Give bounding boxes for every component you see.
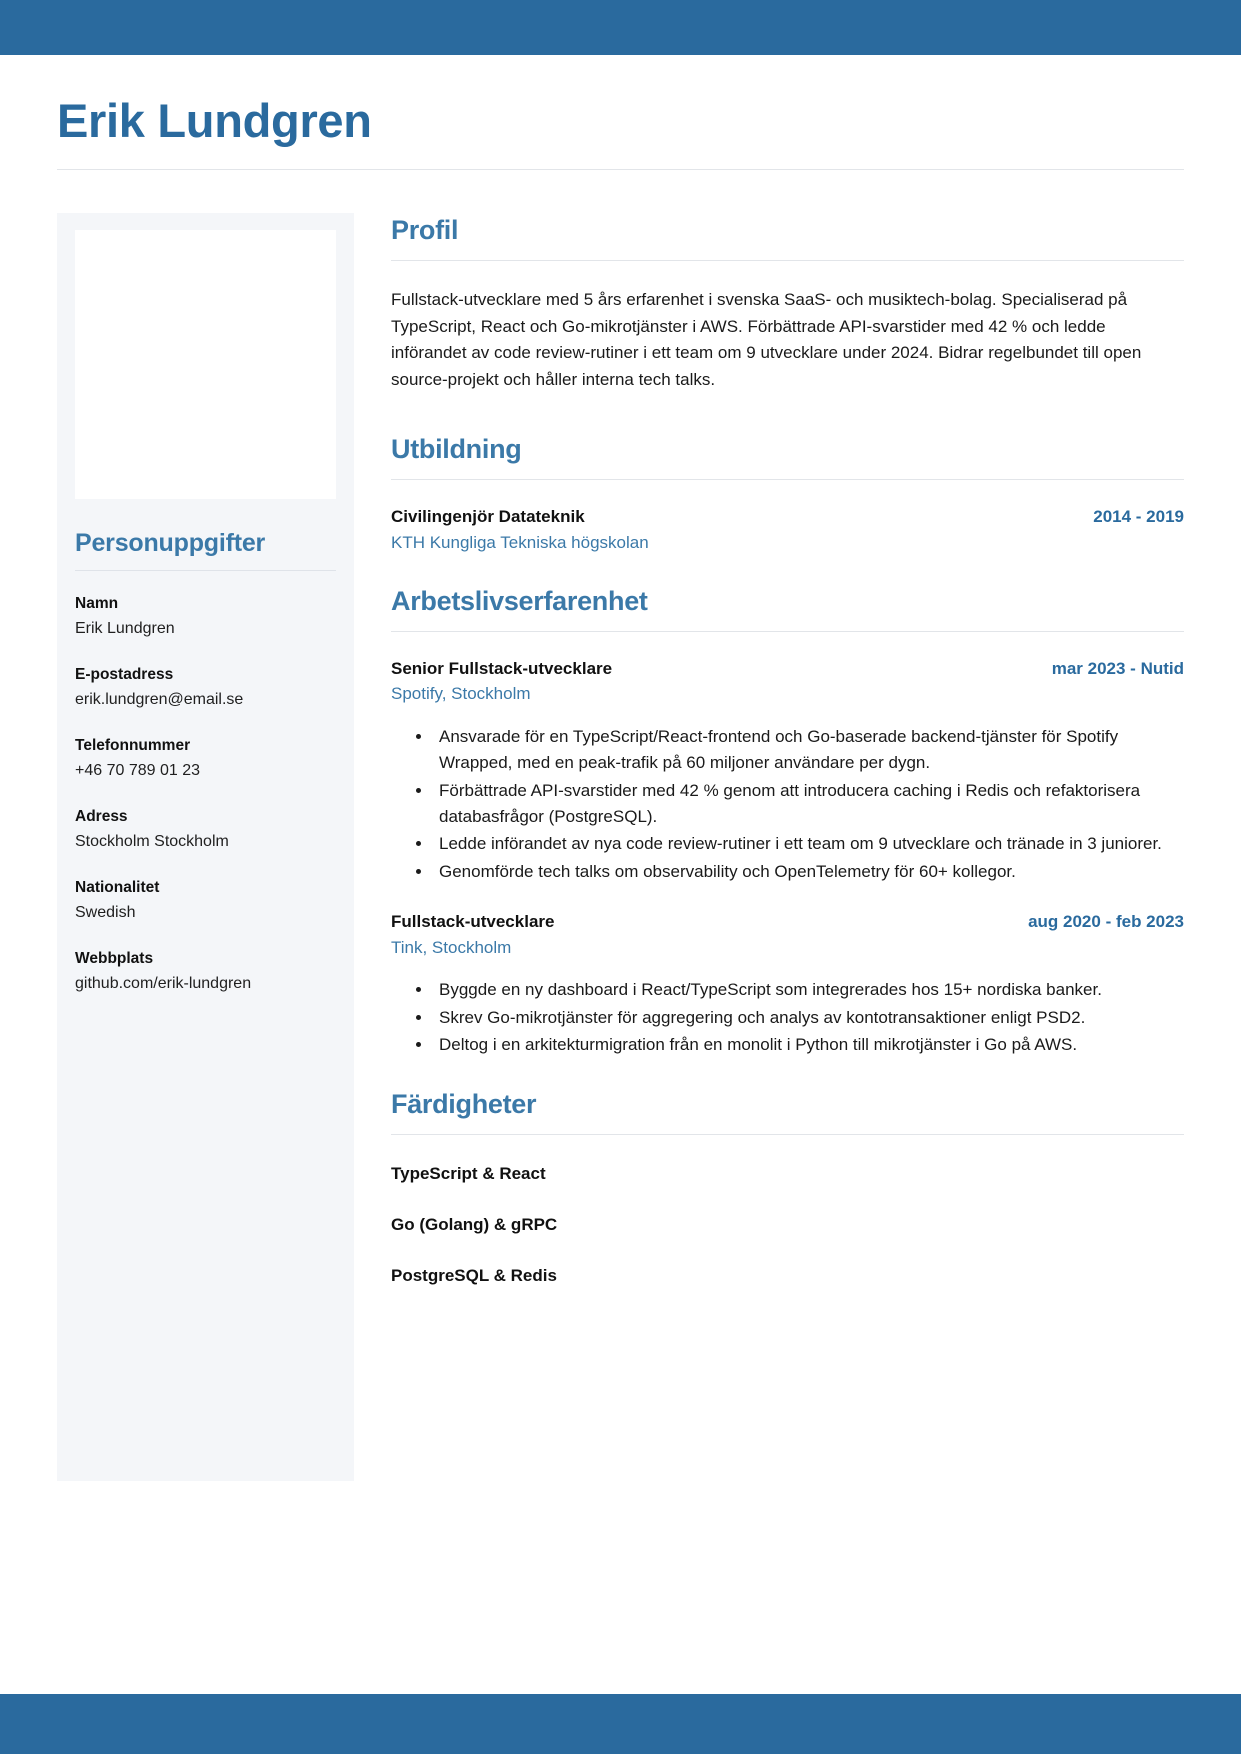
detail-value: Swedish (75, 904, 136, 922)
detail-label: Nationalitet (75, 878, 160, 896)
detail-item-website (75, 947, 336, 997)
profile-summary-text: Fullstack-utvecklare med 5 års erfarenhet i svenska SaaS- och musiktech-bolag. Specialiserad på TypeScript, React och Go-mikrotjänster i AWS. Förbättrade API-svarstider med 42 % och ledde införandet av code review-rutiner i ett team om 9 utvecklare under 2024. Bidrar regelbundet till open source-projekt och håller interna tech talks. (391, 289, 1142, 390)
bottom-accent-bar (0, 1694, 1241, 1754)
entry-header (391, 505, 1184, 529)
detail-item-email (75, 663, 336, 713)
section-divider (391, 479, 1184, 480)
header-divider (57, 169, 1184, 170)
detail-item-nationality (75, 876, 336, 926)
experience-entry (391, 910, 1184, 1058)
education-degree: Civilingenjör Datateknik (391, 507, 585, 527)
detail-item-name (75, 592, 336, 642)
profile-photo-placeholder (75, 230, 336, 499)
main-column (391, 213, 1184, 1288)
section-profile (391, 215, 1184, 394)
resume-content (0, 55, 1241, 1694)
section-title-profile: Profil (391, 214, 459, 245)
experience-bullet-list (391, 724, 1184, 885)
list-item: • Skrev Go-mikrotjänster för aggregering och analys av kontotransaktioner enligt PSD2. (433, 1005, 1184, 1031)
section-divider (391, 631, 1184, 632)
entry-header (391, 910, 1184, 934)
detail-value: github.com/erik-lundgren (75, 975, 252, 993)
detail-item-address (75, 805, 336, 855)
experience-company: Spotify, Stockholm (391, 684, 531, 704)
detail-label: Webbplats (75, 949, 154, 967)
experience-role: Fullstack-utvecklare (391, 911, 555, 931)
list-item: • Förbättrade API-svarstider med 42 % genom att introducera caching i Redis och refaktorisera databasfrågor (PostgreSQL). (433, 778, 1184, 831)
spacer (391, 1059, 1184, 1089)
section-education (391, 434, 1184, 555)
education-school: KTH Kungliga Tekniska högskolan (391, 533, 649, 553)
list-item: • Deltog i en arkitekturmigration från en monolit i Python till mikrotjänster i Go på AWS. (433, 1032, 1184, 1058)
sidebar (57, 213, 354, 1481)
list-item: • Ansvarade för en TypeScript/React-frontend och Go-baserade backend-tjänster för Spotify Wrapped, med en peak-trafik på 60 miljoner användare per dygn. (433, 724, 1184, 777)
detail-value: erik.lundgren@email.se (75, 690, 244, 708)
education-dates: 2014 - 2019 (1093, 507, 1184, 527)
section-title-experience: Arbetslivserfarenhet (391, 585, 648, 616)
experience-company: Tink, Stockholm (391, 937, 512, 957)
experience-bullet-list (391, 977, 1184, 1058)
list-item: • Byggde en ny dashboard i React/TypeScript som integrerades hos 15+ nordiska banker. (433, 977, 1184, 1003)
section-title-education: Utbildning (391, 434, 522, 465)
detail-value: +46 70 789 01 23 (75, 762, 201, 780)
detail-item-phone (75, 734, 336, 784)
page-title: Erik Lundgren (57, 94, 372, 147)
section-title-skills: Färdigheter (391, 1089, 537, 1120)
detail-label: Telefonnummer (75, 736, 191, 754)
education-entry (391, 505, 1184, 555)
detail-label: Adress (75, 807, 128, 825)
body-columns (57, 213, 1184, 1481)
skill-item: Go (Golang) & gRPC (391, 1215, 558, 1235)
detail-value: Stockholm Stockholm (75, 833, 229, 851)
experience-role: Senior Fullstack-utvecklare (391, 658, 613, 678)
sidebar-section-title-personal-details: Personuppgifter (75, 528, 266, 557)
skill-item: PostgreSQL & Redis (391, 1265, 557, 1285)
top-accent-bar (0, 0, 1241, 55)
skill-item: TypeScript & React (391, 1164, 546, 1184)
section-divider (391, 260, 1184, 261)
detail-label: E-postadress (75, 665, 174, 683)
section-skills (391, 1089, 1184, 1287)
experience-dates: mar 2023 - Nutid (1051, 658, 1184, 678)
list-item: • Ledde införandet av nya code review-rutiner i ett team om 9 utvecklare och tränade in 3 juniorer. (433, 831, 1184, 857)
entry-header (391, 657, 1184, 681)
detail-value: Erik Lundgren (75, 619, 175, 637)
spacer (391, 556, 1184, 586)
experience-entry (391, 657, 1184, 885)
section-divider (391, 1134, 1184, 1135)
detail-label: Namn (75, 594, 119, 612)
list-item: • Genomförde tech talks om observability och OpenTelemetry för 60+ kollegor. (433, 859, 1184, 885)
sidebar-divider (75, 570, 336, 571)
spacer (391, 394, 1184, 434)
section-experience (391, 586, 1184, 1059)
name-header (57, 55, 1184, 170)
experience-dates: aug 2020 - feb 2023 (1028, 911, 1184, 931)
